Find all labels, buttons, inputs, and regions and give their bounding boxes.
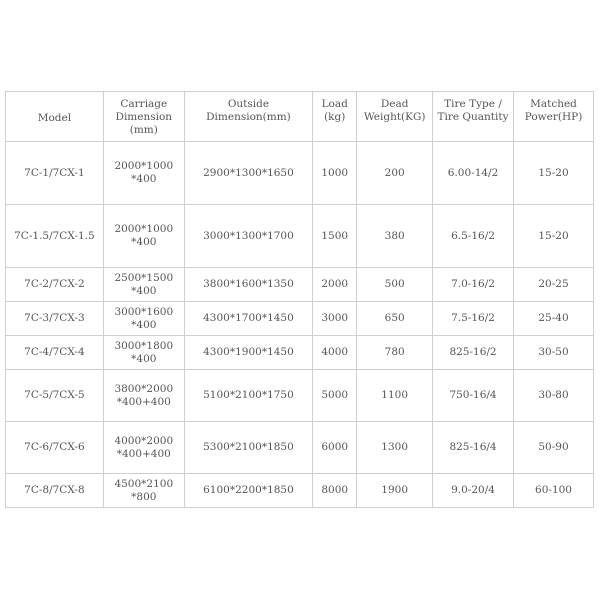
cell-carriage-dimension-text: 2000*1000*400 [114,223,174,248]
table-row [6,205,594,268]
cell-matched-power [514,268,594,302]
cell-carriage-dimension [103,474,184,508]
cell-model [6,142,104,205]
cell-load [313,142,357,205]
cell-model-text: 7C-5/7CX-5 [24,389,85,401]
header-dead-weight: Dead Weight(KG) [357,92,433,142]
cell-load [313,302,357,336]
cell-outside-dimension-text: 3800*1600*1350 [203,278,294,290]
cell-dead-weight [357,302,433,336]
cell-tire [433,422,514,474]
cell-carriage-dimension [103,142,184,205]
cell-matched-power-text: 15-20 [538,229,569,242]
cell-matched-power-text: 25-40 [538,312,569,324]
cell-dead-weight [357,422,433,474]
cell-tire [433,302,514,336]
cell-model-text: 7C-1/7CX-1 [24,166,85,179]
cell-tire [433,142,514,205]
cell-tire [433,370,514,422]
cell-tire-text: 825-16/4 [449,441,497,453]
cell-dead-weight-text: 650 [384,312,405,324]
cell-load-text: 8000 [321,484,349,496]
header-carriage-dimension: Carriage Dimension (mm) [103,92,184,142]
cell-outside-dimension [184,268,312,302]
cell-carriage-dimension-text: 2000*1000*400 [114,160,174,185]
cell-load-text: 1000 [321,166,349,179]
cell-load-text: 5000 [321,389,349,401]
cell-model [6,370,104,422]
cell-outside-dimension-text: 2900*1300*1650 [203,166,294,179]
cell-tire-text: 7.0-16/2 [451,278,495,290]
cell-outside-dimension [184,474,312,508]
table-header-row [6,92,594,142]
cell-model-text: 7C-3/7CX-3 [24,312,85,324]
cell-load [313,422,357,474]
cell-outside-dimension-text: 5100*2100*1750 [203,389,294,401]
cell-outside-dimension [184,336,312,370]
cell-carriage-dimension [103,268,184,302]
cell-tire [433,336,514,370]
cell-matched-power [514,205,594,268]
cell-outside-dimension-text: 4300*1900*1450 [203,346,294,358]
cell-tire-text: 750-16/4 [449,389,497,401]
header-model: Model [6,92,104,142]
cell-dead-weight-text: 780 [384,346,405,358]
cell-load [313,205,357,268]
table-row [6,302,594,336]
cell-model [6,205,104,268]
cell-tire-text: 6.00-14/2 [447,166,499,179]
cell-matched-power [514,142,594,205]
cell-outside-dimension [184,370,312,422]
table-row [6,474,594,508]
cell-carriage-dimension-text: 4500*2100*800 [114,477,174,503]
cell-model [6,422,104,474]
cell-load-text: 3000 [321,312,349,324]
cell-outside-dimension [184,142,312,205]
cell-tire-text: 9.0-20/4 [451,484,495,496]
cell-matched-power [514,370,594,422]
cell-load-text: 2000 [321,278,349,290]
cell-tire-text: 6.5-16/2 [451,229,495,242]
cell-outside-dimension [184,205,312,268]
cell-load [313,268,357,302]
cell-dead-weight-text: 1300 [381,441,409,453]
cell-outside-dimension [184,422,312,474]
cell-matched-power-text: 60-100 [535,484,572,496]
table-row [6,142,594,205]
cell-dead-weight-text: 500 [384,278,405,290]
cell-load [313,370,357,422]
cell-matched-power-text: 50-90 [538,441,569,453]
cell-dead-weight-text: 380 [384,229,405,242]
cell-dead-weight [357,268,433,302]
cell-carriage-dimension-text: 3000*1800*400 [114,339,174,365]
cell-matched-power-text: 30-80 [538,389,569,401]
cell-matched-power [514,302,594,336]
cell-dead-weight [357,474,433,508]
header-load: Load (kg) [313,92,357,142]
cell-carriage-dimension [103,336,184,370]
cell-matched-power [514,422,594,474]
cell-carriage-dimension [103,302,184,336]
cell-carriage-dimension [103,422,184,474]
cell-carriage-dimension-text: 3800*2000*400+400 [114,382,174,408]
cell-matched-power [514,336,594,370]
cell-model [6,268,104,302]
cell-model-text: 7C-1.5/7CX-1.5 [14,229,95,242]
cell-matched-power-text: 20-25 [538,278,569,290]
cell-model-text: 7C-4/7CX-4 [24,346,85,358]
cell-outside-dimension [184,302,312,336]
cell-tire-text: 825-16/2 [449,346,497,358]
cell-carriage-dimension [103,205,184,268]
table-row [6,268,594,302]
spec-table [5,91,594,508]
header-tire: Tire Type / Tire Quantity [433,92,514,142]
cell-model-text: 7C-8/7CX-8 [24,484,85,496]
table-row [6,370,594,422]
cell-outside-dimension-text: 4300*1700*1450 [203,312,294,324]
cell-dead-weight [357,336,433,370]
cell-carriage-dimension-text: 2500*1500*400 [114,271,174,297]
cell-dead-weight-text: 200 [384,166,405,179]
cell-dead-weight [357,205,433,268]
cell-outside-dimension-text: 3000*1300*1700 [203,229,294,242]
cell-tire [433,205,514,268]
cell-tire [433,474,514,508]
cell-carriage-dimension-text: 3000*1600*400 [114,305,174,331]
cell-load [313,474,357,508]
cell-tire [433,268,514,302]
cell-load-text: 6000 [321,441,349,453]
cell-matched-power [514,474,594,508]
header-matched-power: Matched Power(HP) [514,92,594,142]
cell-load-text: 4000 [321,346,349,358]
cell-model-text: 7C-6/7CX-6 [24,441,85,453]
cell-tire-text: 7.5-16/2 [451,312,495,324]
cell-model [6,474,104,508]
cell-load [313,336,357,370]
cell-carriage-dimension [103,370,184,422]
table-row [6,422,594,474]
cell-model [6,302,104,336]
cell-outside-dimension-text: 6100*2200*1850 [203,484,294,496]
cell-dead-weight-text: 1900 [381,484,409,496]
cell-dead-weight-text: 1100 [381,389,409,401]
header-outside-dimension: Outside Dimension(mm) [184,92,312,142]
cell-matched-power-text: 15-20 [538,166,569,179]
cell-model [6,336,104,370]
cell-matched-power-text: 30-50 [538,346,569,358]
cell-model-text: 7C-2/7CX-2 [24,278,85,290]
cell-carriage-dimension-text: 4000*2000*400+400 [114,434,174,460]
cell-dead-weight [357,142,433,205]
table-row [6,336,594,370]
cell-outside-dimension-text: 5300*2100*1850 [203,441,294,453]
cell-dead-weight [357,370,433,422]
cell-load-text: 1500 [321,229,349,242]
